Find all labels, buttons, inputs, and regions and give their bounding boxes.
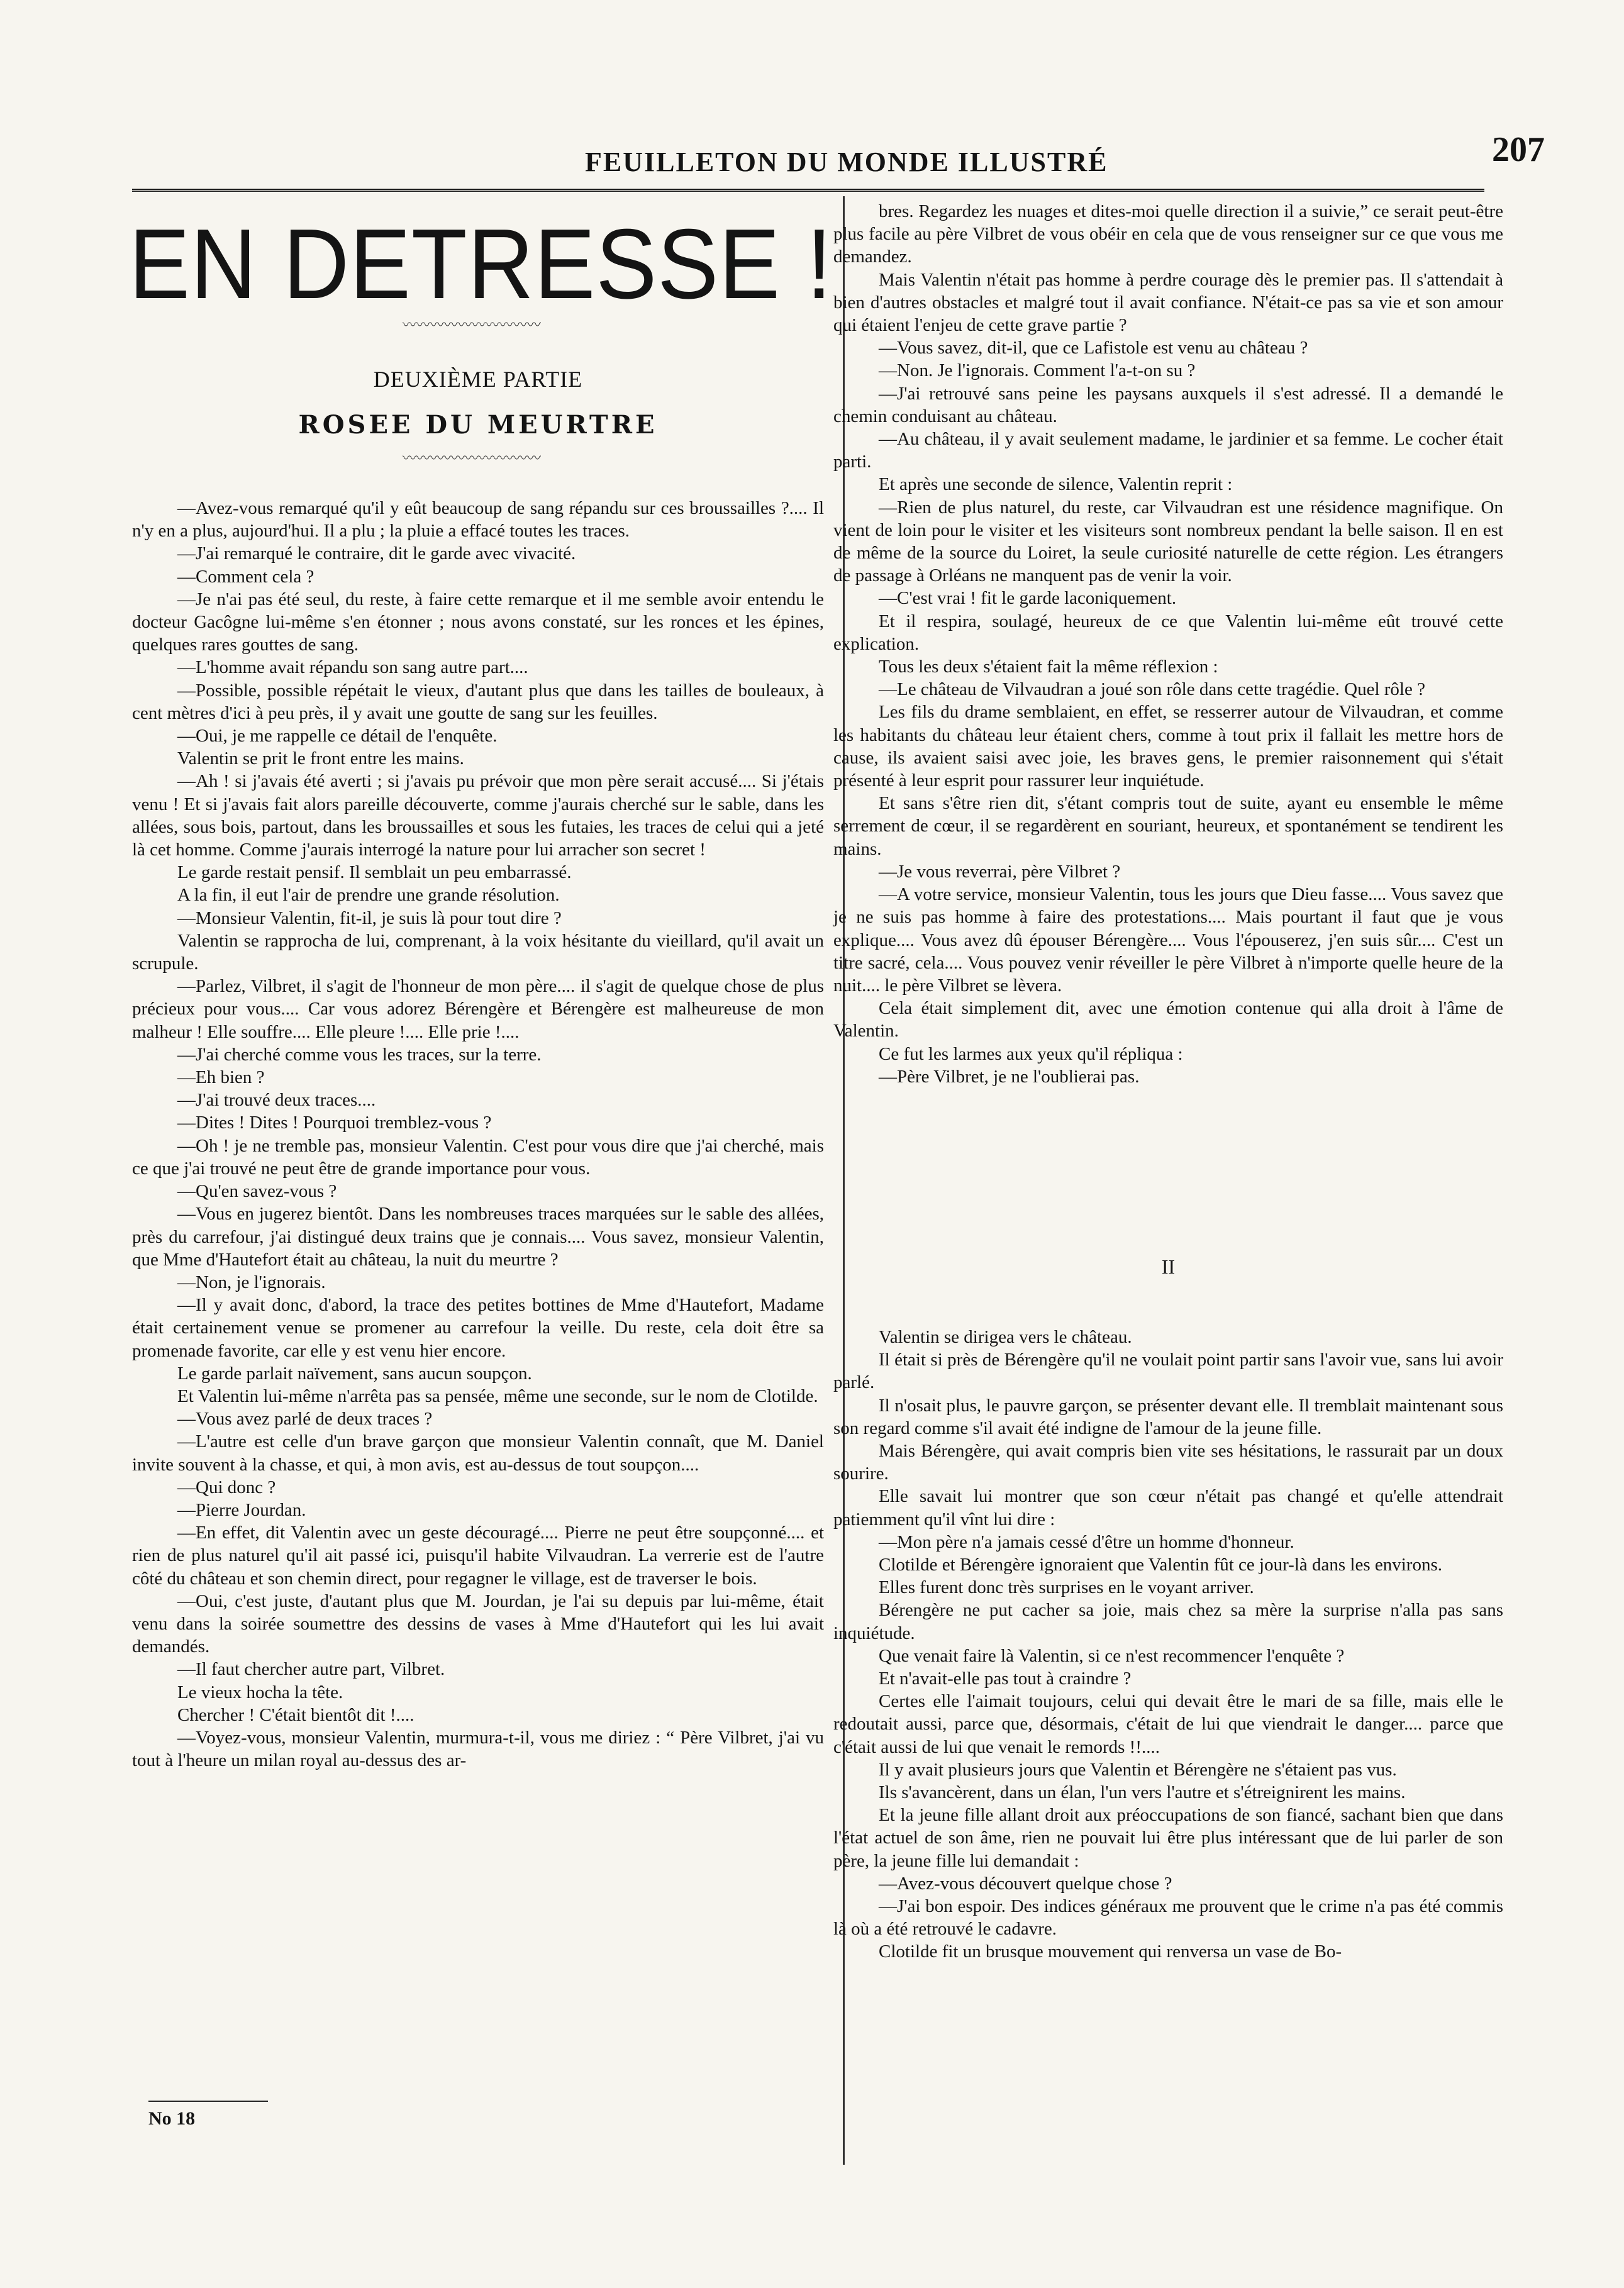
paragraph: Il y avait plusieurs jours que Valentin et Bérengère ne s'étaient pas vus.	[879, 1759, 1397, 1780]
paragraph: Clotilde fit un brusque mouvement qui renversa un vase de Bo-	[879, 1941, 1342, 1962]
paragraph: Valentin se rapprocha de lui, comprenant, à la voix hésitante du vieillard, qu'il avait un scrupule.	[132, 930, 824, 974]
paragraph: —Je vous reverrai, père Vilbret ?	[879, 861, 1121, 882]
part-label: DEUXIÈME PARTIE	[373, 367, 583, 392]
paragraph: —Ah ! si j'avais été averti ; si j'avais pu prévoir que mon père serait accusé.... Si j'étais venu ! Et si j'avais fait alors pareille découverte, comme j'aurais cherché sur le sable, dans les allées, sous bois, partout, dans les broussailles et sous les futaies, les traces de celui qui a jeté là cet homme. Comme j'aurais interrogé la nature pour lui arracher son secret !	[132, 771, 824, 860]
paragraph: Elles furent donc très surprises en le voyant arriver.	[879, 1577, 1254, 1598]
paragraph: —Possible, possible répétait le vieux, d'autant plus que dans les tailles de bouleaux, à cent mètres d'ici à peu près, il y avait une goutte de sang sur les feuilles.	[132, 680, 824, 723]
paragraph: —Vous en jugerez bientôt. Dans les nombreuses traces marquées sur le sable des allées, près du carrefour, j'ai distingué deux trains que je connais.... Vous savez, monsieur Valentin, que Mme d'Hautefort était au château, la nuit du meurtre ?	[132, 1204, 824, 1270]
paragraph: Les fils du drame semblaient, en effet, se resserrer autour de Vilvaudran, et comme les habitants du château leur étaient chers, comme à tout prix il fallait les mettre hors de cause, ils avaient saisi avec joie, les braves gens, le premier raisonnement qui s'était présenté à leur esprit pour rassurer leur inquiétude.	[833, 702, 1503, 791]
chapter-number: II	[1161, 1255, 1176, 1278]
paragraph: —C'est vrai ! fit le garde laconiquement.	[879, 588, 1177, 609]
paragraph: —Non, je l'ignorais.	[177, 1272, 326, 1292]
paragraph: Chercher ! C'était bientôt dit !....	[177, 1704, 414, 1725]
paragraph: —Rien de plus naturel, du reste, car Vilvaudran est une résidence magnifique. On vient de loin pour le visiter et les visiteurs sont nombreux pendant la belle saison. Il en est de même de la source du Loiret, la seule curiosité naturelle de cette région. Les étrangers de passage à Orléans ne manquent pas de venir la voir.	[833, 497, 1503, 586]
paragraph: —Non. Je l'ignorais. Comment l'a-t-on su ?	[879, 360, 1196, 381]
paragraph: —Oui, je me rappelle ce détail de l'enquête.	[177, 726, 498, 747]
paragraph: —Qui donc ?	[177, 1477, 276, 1497]
running-header: FEUILLETON DU MONDE ILLUSTRÉ	[585, 147, 1108, 177]
page-number: 207	[1492, 130, 1545, 169]
paragraph: —Père Vilbret, je ne l'oublierai pas.	[879, 1066, 1140, 1087]
text-column-right-top	[833, 200, 1503, 1088]
paragraph: —Il y avait donc, d'abord, la trace des petites bottines de Mme d'Hautefort, Madame était certainement venue se promener au carrefour la veille. Du reste, cela doit être sa promenade favorite, car elle y est venu hier encore.	[132, 1295, 824, 1361]
paragraph: Et il respira, soulagé, heureux de ce que Valentin lui-même eût trouvé cette explication.	[833, 611, 1503, 654]
paragraph: —Eh bien ?	[177, 1067, 265, 1088]
paragraph: bres. Regardez les nuages et dites-moi quelle direction il a suivie,” ce serait peut-être plus facile au père Vilbret de vous obéir en cela que de vous renseigner sur ce que vous me demandez.	[833, 201, 1503, 267]
paragraph: —L'homme avait répandu son sang autre part....	[177, 657, 528, 678]
paragraph: Et Valentin lui-même n'arrêta pas sa pensée, même une seconde, sur le nom de Clotilde.	[177, 1386, 818, 1406]
paragraph: —En effet, dit Valentin avec un geste découragé.... Pierre ne peut être soupçonné.... et rien de plus naturel qu'il ait passé ici, puisqu'il habite Vilvaudran. La verrerie est de l'autre côté du château et son chemin direct, pour regagner le village, est de traverser le bois.	[132, 1523, 824, 1589]
paragraph: —Oui, c'est juste, d'autant plus que M. Jourdan, je l'ai su depuis par lui-même, était venu dans la soirée soumettre des dessins de vases à Mme d'Hautefort qui les lui avait demandés.	[132, 1591, 824, 1657]
paragraph: —Dites ! Dites ! Pourquoi tremblez-vous ?	[177, 1113, 492, 1133]
paragraph: —Comment cela ?	[177, 566, 314, 587]
text-column-right-bottom	[833, 1326, 1503, 1963]
paragraph: Valentin se prit le front entre les mains.	[177, 748, 464, 769]
paragraph: —Je n'ai pas été seul, du reste, à faire cette remarque et il me semble avoir entendu le docteur Gacôgne lui-même s'en étonner ; nous avons constaté, sur les ronces et les épines, quelques rares gouttes de sang.	[132, 589, 824, 655]
paragraph: Bérengère ne put cacher sa joie, mais chez sa mère la surprise n'alla pas sans inquiétude.	[833, 1600, 1503, 1643]
footer-rule	[148, 2101, 268, 2102]
paragraph: —Avez-vous remarqué qu'il y eût beaucoup de sang répandu sur ces broussailles ?.... Il n'y en a plus, aujourd'hui. Il a plu ; la pluie a effacé toutes les traces.	[132, 498, 824, 541]
paragraph: —Voyez-vous, monsieur Valentin, murmura-t-il, vous me diriez : “ Père Vilbret, j'ai vu tout à l'heure un milan royal au-dessus des ar-	[132, 1727, 824, 1771]
paragraph: Que venait faire là Valentin, si ce n'est recommencer l'enquête ?	[879, 1645, 1345, 1666]
paragraph: —Le château de Vilvaudran a joué son rôle dans cette tragédie. Quel rôle ?	[879, 679, 1425, 700]
paragraph: —J'ai trouvé deux traces....	[177, 1090, 376, 1111]
paragraph: —Mon père n'a jamais cessé d'être un homme d'honneur.	[879, 1531, 1294, 1552]
paragraph: —A votre service, monsieur Valentin, tous les jours que Dieu fasse.... Vous savez que je ne suis pas homme à faire des protestations.... Mais pourtant il faut que je vous explique.... Vous avez dû épouser Bérengère.... Vous l'épouserez, j'en suis sûr.... C'est un titre sacré, cela.... Vous pouvez venir réveiller le père Vilbret à n'importe quelle heure de la nuit.... le père Vilbret se lèvera.	[833, 884, 1503, 996]
paragraph: —Monsieur Valentin, fit-il, je suis là pour tout dire ?	[177, 908, 562, 928]
paragraph: Le vieux hocha la tête.	[177, 1682, 343, 1702]
paragraph: —Au château, il y avait seulement madame, le jardinier et sa femme. Le cocher était parti.	[833, 429, 1503, 472]
paragraph: —Il faut chercher autre part, Vilbret.	[177, 1659, 445, 1680]
paragraph: Il était si près de Bérengère qu'il ne voulait point partir sans l'avoir vue, sans lui avoir parlé.	[833, 1350, 1503, 1393]
paragraph: —Oh ! je ne tremble pas, monsieur Valentin. C'est pour vous dire que j'ai cherché, mais ce que j'ai trouvé ne peut être de grande importance pour vous.	[132, 1135, 824, 1179]
paragraph: Ce fut les larmes aux yeux qu'il répliqua :	[879, 1043, 1183, 1064]
paragraph: —J'ai retrouvé sans peine les paysans auxquels il s'est adressé. Il a demandé le chemin conduisant au château.	[833, 383, 1503, 426]
paragraph: —Avez-vous découvert quelque chose ?	[879, 1873, 1172, 1894]
paragraph: Tous les deux s'étaient fait la même réflexion :	[879, 657, 1218, 677]
paragraph: —Qu'en savez-vous ?	[177, 1181, 337, 1202]
paragraph: Valentin se dirigea vers le château.	[879, 1327, 1132, 1347]
paragraph: Le garde restait pensif. Il semblait un peu embarrassé.	[177, 862, 572, 883]
paragraph: —Pierre Jourdan.	[177, 1499, 306, 1520]
story-title: EN DETRESSE !	[129, 209, 833, 319]
paragraph: A la fin, il eut l'air de prendre une grande résolution.	[177, 885, 560, 906]
paragraph: Certes elle l'aimait toujours, celui qui devait être le mari de sa fille, mais elle le redoutait aussi, parce que, désormais, c'était de lui que viendrait le danger.... parce que c'était aussi de lui que venait le remords !!....	[833, 1691, 1503, 1757]
paragraph: —J'ai remarqué le contraire, dit le garde avec vivacité.	[177, 543, 576, 564]
paragraph: Elle savait lui montrer que son cœur n'était pas changé et qu'elle attendrait patiemment qu'il vînt lui dire :	[833, 1486, 1503, 1530]
paragraph: Et n'avait-elle pas tout à craindre ?	[879, 1669, 1132, 1689]
decorative-flourish: 〰〰〰〰〰〰〰〰〰〰	[402, 321, 541, 331]
paragraph: Il n'osait plus, le pauvre garçon, se présenter devant elle. Il tremblait maintenant sous son regard comme s'il avait été indigne de l'amour de la jeune fille.	[833, 1395, 1503, 1438]
paragraph: Mais Valentin n'était pas homme à perdre courage dès le premier pas. Il s'attendait à bien d'autres obstacles et malgré tout il avait confiance. N'était-ce pas sa vie et son amour qui étaient l'enjeu de cette grave partie ?	[833, 269, 1503, 336]
header-rule	[132, 189, 1484, 192]
paragraph: Mais Bérengère, qui avait compris bien vite ses hésitations, le rassurait par un doux sourire.	[833, 1441, 1503, 1484]
paragraph: Ils s'avancèrent, dans un élan, l'un vers l'autre et s'étreignirent les mains.	[879, 1782, 1406, 1803]
paragraph: —L'autre est celle d'un brave garçon que monsieur Valentin connaît, que M. Daniel invite souvent à la chasse, et qui, à mon avis, est au-dessus de tout soupçon....	[132, 1431, 824, 1475]
section-title: ROSEE DU MEURTRE	[298, 410, 658, 440]
text-column-left	[132, 497, 824, 1772]
paragraph: —Vous avez parlé de deux traces ?	[177, 1409, 433, 1430]
issue-number: No 18	[148, 2108, 196, 2129]
paragraph: —Vous savez, dit-il, que ce Lafistole est venu au château ?	[879, 338, 1308, 358]
decorative-flourish: 〰〰〰〰〰〰〰〰〰〰	[402, 454, 541, 464]
paragraph: Et sans s'être rien dit, s'étant compris tout de suite, ayant eu ensemble le même serrement de cœur, il se regardèrent en souriant, heureux, et spontanément se tendirent les mains.	[833, 793, 1503, 859]
paragraph: —J'ai bon espoir. Des indices généraux me prouvent que le crime n'a pas été commis là où a été retrouvé le cadavre.	[833, 1896, 1503, 1940]
paragraph: Et après une seconde de silence, Valentin reprit :	[879, 474, 1233, 495]
paragraph: Et la jeune fille allant droit aux préoccupations de son fiancé, sachant bien que dans l'état actuel de son âme, rien ne pouvait lui être plus intéressant que de lui parler de son père, la jeune fille lui demandait :	[833, 1805, 1503, 1871]
paragraph: —J'ai cherché comme vous les traces, sur la terre.	[177, 1044, 542, 1065]
paragraph: Clotilde et Bérengère ignoraient que Valentin fût ce jour-là dans les environs.	[879, 1555, 1442, 1575]
paragraph: Le garde parlait naïvement, sans aucun soupçon.	[177, 1363, 532, 1384]
paragraph: —Parlez, Vilbret, il s'agit de l'honneur de mon père.... il s'agit de quelque chose de plus précieux pour vous.... Car vous adorez Bérengère et Bérengère est malheureuse de mon malheur ! Elle souffre.... Elle pleure !.... Elle prie !....	[132, 976, 824, 1042]
paragraph: Cela était simplement dit, avec une émotion contenue qui alla droit à l'âme de Valentin.	[833, 998, 1503, 1041]
